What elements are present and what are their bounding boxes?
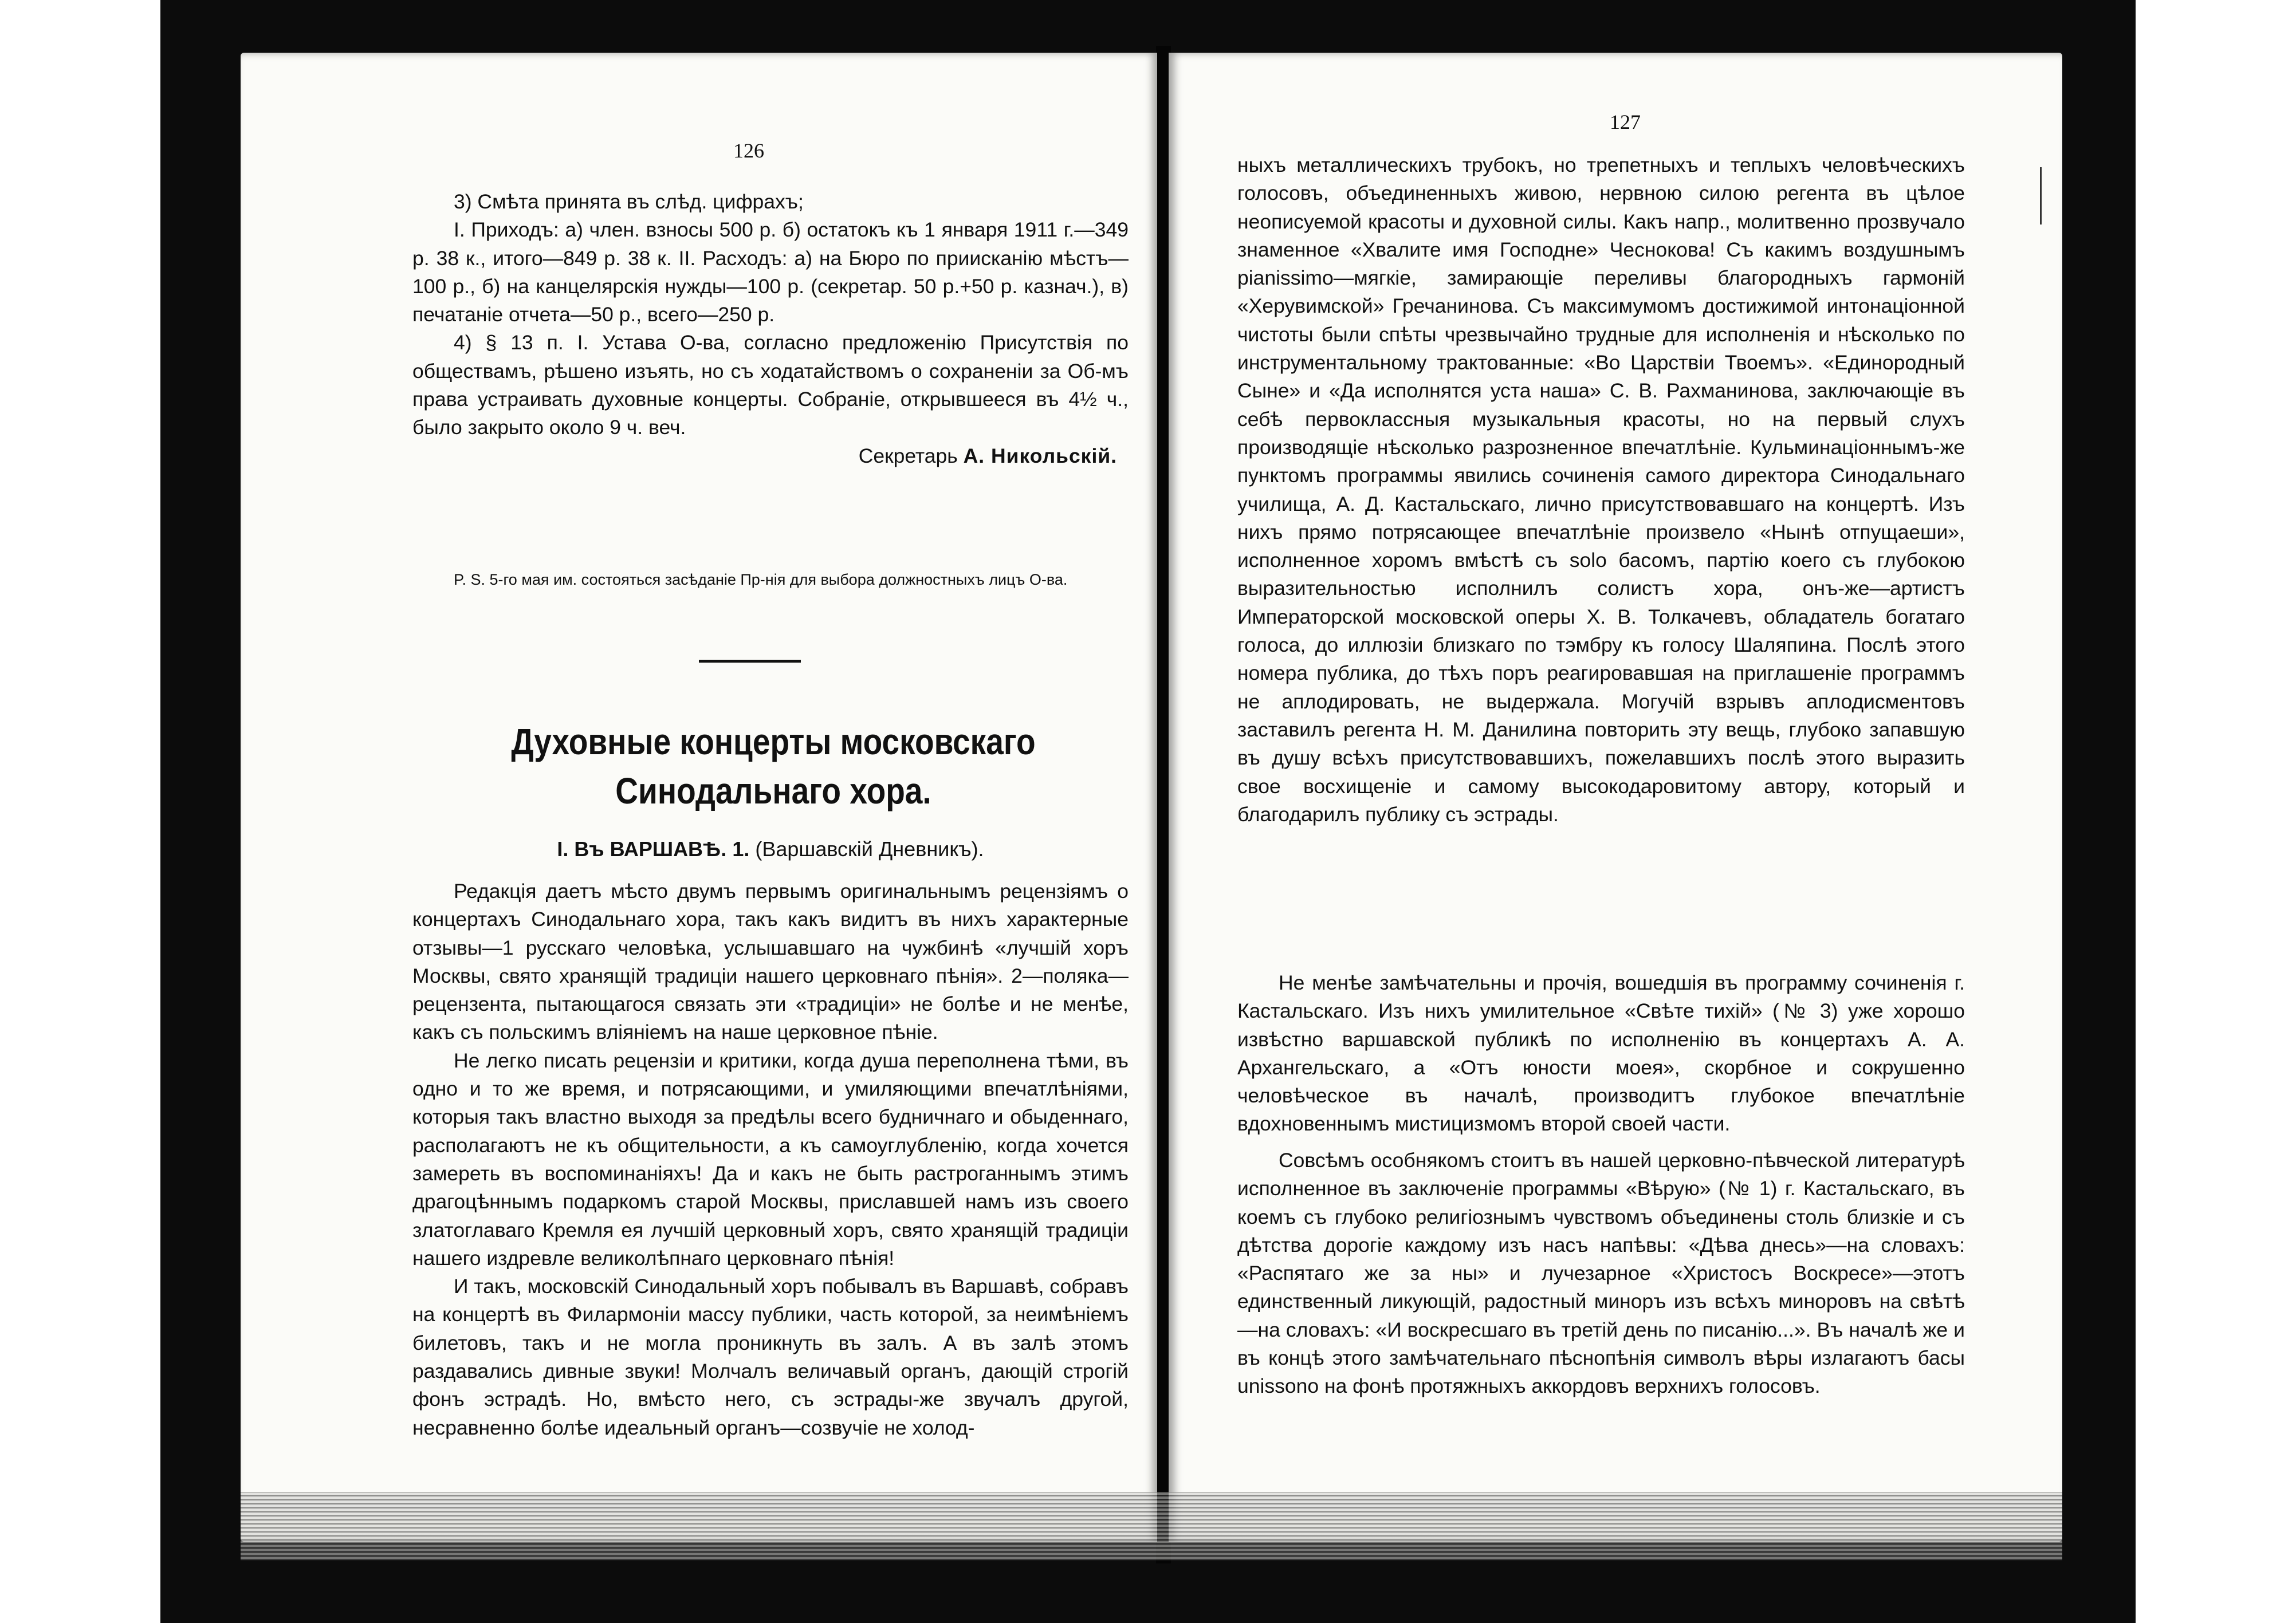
budget-line: 3) Смѣта принята въ слѣд. цифрахъ;: [454, 190, 804, 213]
left-page: [241, 53, 1157, 1542]
paragraph: ныхъ металлическихъ трубокъ, но трепетныхъ и теплыхъ человѣческихъ голосовъ, объединенныхъ живою, нервною силою регента въ цѣлое неописуемой красоты и духовной силы. Какъ напр., молитвенно прозвучало знаменное «Хвалите имя Господне» Чеснокова! Съ какимъ воздушнымъ pianissimo—мягкіе, замирающіе переливы благородныхъ гармоній «Херувимской» Гречанинова. Съ максимумомъ достижимой интонаціонной чистоты были спѣты чрезвычайно трудные для исполненія и нѣсколько по инструментальному трактованные: «Во Царствіи Твоемъ». «Единородный Сыне» и «Да исполнятся уста наша» С. В. Рахманинова, заключающіе въ себѣ первоклассныя музыкальныя красоты, но на первый слухъ производящіе нѣсколько разрозненное впечатлѣніе. Кульминаціоннымъ-же пунктомъ программы явились сочиненія самого директора Синодальнаго училища, А. Д. Кастальскаго, лично присутствовавшаго на концертѣ. Изъ нихъ прямо потрясающее впечатлѣніе произвело «Нынѣ отпущаеши», исполненное хоромъ вмѣстѣ съ solo басомъ, партію коего съ глубокою выразительностью исполнилъ солистъ хора, онъ-же—артистъ Императорской московской оперы Х. В. Толкачевъ, обладатель богатаго голоса, до иллюзіи близкаго по тэмбру къ голосу Шаляпина. Послѣ этого номера публика, до тѣхъ поръ реагировавшая на приглашеніе программъ не аплодировать, не выдержала. Могучій взрывъ аплодисментовъ заставилъ регента Н. М. Данилина повторить эту вещь, глубоко запавшую въ душу всѣхъ присутствовавшихъ, пожелавшихъ послѣ этого выразить свое восхищеніе и самому высокодаровитому автору, который и благодарилъ публику съ эстрады.: [1237, 153, 1965, 826]
article-body-right: [1237, 1147, 1965, 1401]
budget-line: I. Приходъ: а) член. взносы 500 р. б) остатокъ къ 1 января 1911 г.—349 р. 38 к., итого—849 р. 38 к. II. Расходъ: а) на Бюро по приисканію мѣстъ—100 р., б) на канцелярскія нужды—100 р. (секретар. 50 р.+50 р. казнач.), в) печатаніе отчета—50 р., всего—250 р.: [412, 218, 1129, 326]
article-body-right: [1237, 151, 1965, 829]
paragraph: Не легко писать рецензіи и критики, когда душа переполнена тѣми, въ одно и то же время, и потрясающими, и умиляющими впечатлѣніями, которыя такъ властно выходя за предѣлы всего будничнаго и обыденнаго, располагаютъ не къ общительности, а къ самоуглубленію, когда хочется замереть въ воспоминаніяхъ! Да и какъ не быть растроганнымъ этимъ драгоцѣннымъ подаркомъ старой Москвы, приславшей намъ изъ своего златоглаваго Кремля ея лучшій церковный хоръ, свято хранящій традиціи нашего издревле великолѣпнаго церковнаго пѣнія!: [412, 1049, 1129, 1270]
article-body-right: [1237, 969, 1965, 1139]
page-edge-lines: [241, 1492, 2062, 1561]
section-divider: [699, 660, 801, 663]
subtitle-source: (Варшавскій Дневникъ).: [755, 837, 984, 861]
paragraph: И такъ, московскій Синодальный хоръ побывалъ въ Варшавѣ, собравъ на концертѣ въ Филармоніи массу публики, часть которой, за неимѣніемъ билетовъ, такъ и не могла проникнуть въ залъ. А въ залѣ этомъ раздавались дивные звуки! Молчалъ величавый органъ, дающій строгій фонъ эстрадѣ. Но, вмѣсто него, съ эстрады-же звучалъ другой, несравненно болѣе идеальный органъ—созвучіе не холод-: [412, 1275, 1129, 1439]
postscript: [412, 568, 1129, 591]
paragraph: Не менѣе замѣчательны и прочія, вошедшія въ программу сочиненія г. Кастальскаго. Изъ нихъ умилительное «Свѣте тихій» (№ 3) уже хорошо извѣстно варшавской публикѣ по исполненію въ концертахъ А. А. Архангельскаго, а «Отъ юности моея», скорбное и сокрушенно человѣческое въ началѣ, производитъ глубокое впечатлѣніе вдохновеннымъ мистицизмомъ второй своей части.: [1237, 971, 1965, 1136]
subtitle-bold: I. Въ ВАРШАВѢ. 1.: [557, 837, 750, 861]
budget-section: [412, 188, 1129, 470]
article-subtitle: [412, 837, 1129, 861]
article-body-left: [412, 877, 1129, 1442]
page-number: 126: [733, 139, 764, 162]
budget-line: 4) § 13 п. I. Устава О-ва, согласно предложенію Присутствія по обществамъ, рѣшено изъять, но съ ходатайствомъ о сохраненіи за Об-мъ права устраивать духовные концерты. Собраніе, открывшееся въ 4½ ч., было закрыто около 9 ч. веч.: [412, 331, 1129, 439]
secretary-name: А. Никольскій.: [963, 444, 1117, 467]
right-page: [1169, 53, 2062, 1542]
article-title: Духовные концерты московскаго Синодальнаго хора.: [511, 721, 1036, 811]
secretary-signature: [412, 442, 1129, 470]
paragraph: Редакція даетъ мѣсто двумъ первымъ оригинальнымъ рецензіямъ о концертахъ Синодальнаго хора, такъ какъ видитъ въ нихъ характерные отзывы—1 русскаго человѣка, услышавшаго на чужбинѣ «лучшій хоръ Москвы, свято хранящій традиціи нашего церковнаго пѣнія». 2—поляка—рецензента, пытающагося связать эти «традиціи» не болѣе и не менѣе, какъ съ польскимъ вліяніемъ на наше церковное пѣніе.: [412, 880, 1129, 1044]
postscript-text: P. S. 5-го мая им. состояться засѣданіе Пр-нія для выбора должностныхъ лицъ О-ва.: [454, 571, 1068, 588]
margin-mark: [2040, 167, 2042, 224]
page-number: 127: [1610, 111, 1641, 133]
secretary-label: Секретарь: [858, 444, 958, 467]
paragraph: Совсѣмъ особнякомъ стоитъ въ нашей церковно-пѣвческой литературѣ исполненное въ заключеніе программы «Вѣрую» (№ 1) г. Кастальскаго, въ коемъ съ глубоко религіознымъ чувствомъ объединены столь близкіе и съ дѣтства дорогіе каждому изъ насъ напѣвы: «Дѣва днесь»—на словахъ: «Распятаго же за ны» и лучезарное «Христосъ Воскресе»—этотъ единственный ликующій, радостный миноръ изъ всѣхъ миноровъ на свѣтѣ—на словахъ: «И воскресшаго въ третій день по писанію...». Въ началѣ же и въ концѣ этого замѣчательнаго пѣснопѣнія символъ вѣры излагаютъ басы unissono на фонѣ протяжныхъ аккордовъ верхнихъ голосовъ.: [1237, 1149, 1965, 1398]
